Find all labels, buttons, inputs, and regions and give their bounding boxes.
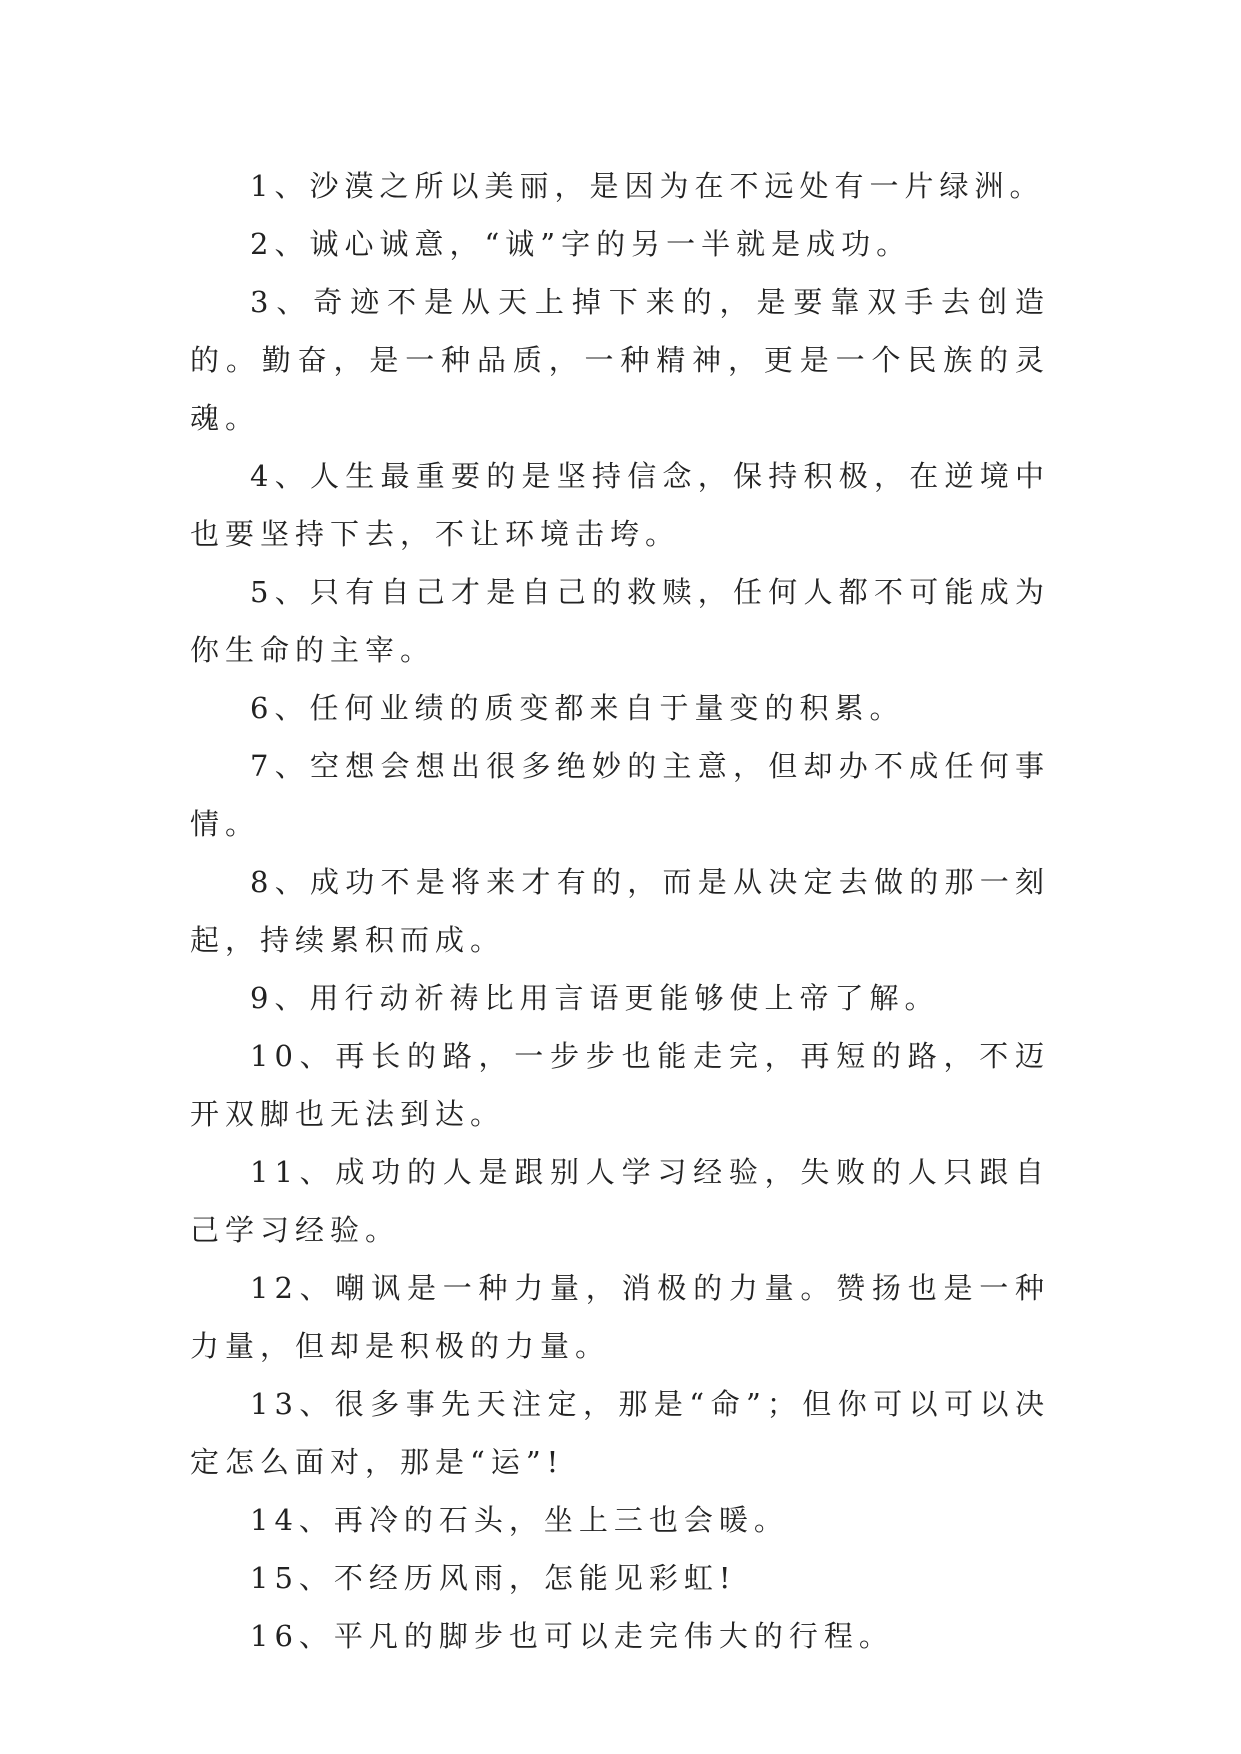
paragraph-4: 4、人生最重要的是坚持信念，保持积极，在逆境中也要坚持下去，不让环境击垮。 bbox=[190, 459, 1050, 551]
paragraph-7: 7、空想会想出很多绝妙的主意，但却办不成任何事情。 bbox=[190, 749, 1050, 841]
paragraph-11: 11、成功的人是跟别人学习经验，失败的人只跟自己学习经验。 bbox=[190, 1155, 1050, 1247]
paragraph-14: 14、再冷的石头，坐上三也会暖。 bbox=[250, 1503, 789, 1537]
paragraph-3: 3、奇迹不是从天上掉下来的，是要靠双手去创造的。勤奋，是一种品质，一种精神，更是一个民族的灵魂。 bbox=[190, 285, 1050, 435]
paragraph-13: 13、很多事先天注定，那是“命”；但你可以可以决定怎么面对，那是“运”! bbox=[190, 1387, 1050, 1479]
paragraph-8: 8、成功不是将来才有的，而是从决定去做的那一刻起，持续累积而成。 bbox=[190, 865, 1050, 957]
paragraph-1: 1、沙漠之所以美丽，是因为在不远处有一片绿洲。 bbox=[250, 169, 1045, 203]
paragraph-5: 5、只有自己才是自己的救赎，任何人都不可能成为你生命的主宰。 bbox=[190, 575, 1050, 667]
paragraph-9: 9、用行动祈祷比用言语更能够使上帝了解。 bbox=[250, 981, 940, 1015]
paragraph-16: 16、平凡的脚步也可以走完伟大的行程。 bbox=[250, 1619, 894, 1653]
paragraph-6: 6、任何业绩的质变都来自于量变的积累。 bbox=[250, 691, 905, 725]
document-body bbox=[190, 157, 1050, 1665]
paragraph-10: 10、再长的路，一步步也能走完，再短的路，不迈开双脚也无法到达。 bbox=[190, 1039, 1050, 1131]
paragraph-12: 12、嘲讽是一种力量，消极的力量。赞扬也是一种力量，但却是积极的力量。 bbox=[190, 1271, 1050, 1363]
paragraph-2: 2、诚心诚意，“诚”字的另一半就是成功。 bbox=[250, 227, 912, 261]
paragraph-15: 15、不经历风雨，怎能见彩虹! bbox=[250, 1561, 737, 1595]
